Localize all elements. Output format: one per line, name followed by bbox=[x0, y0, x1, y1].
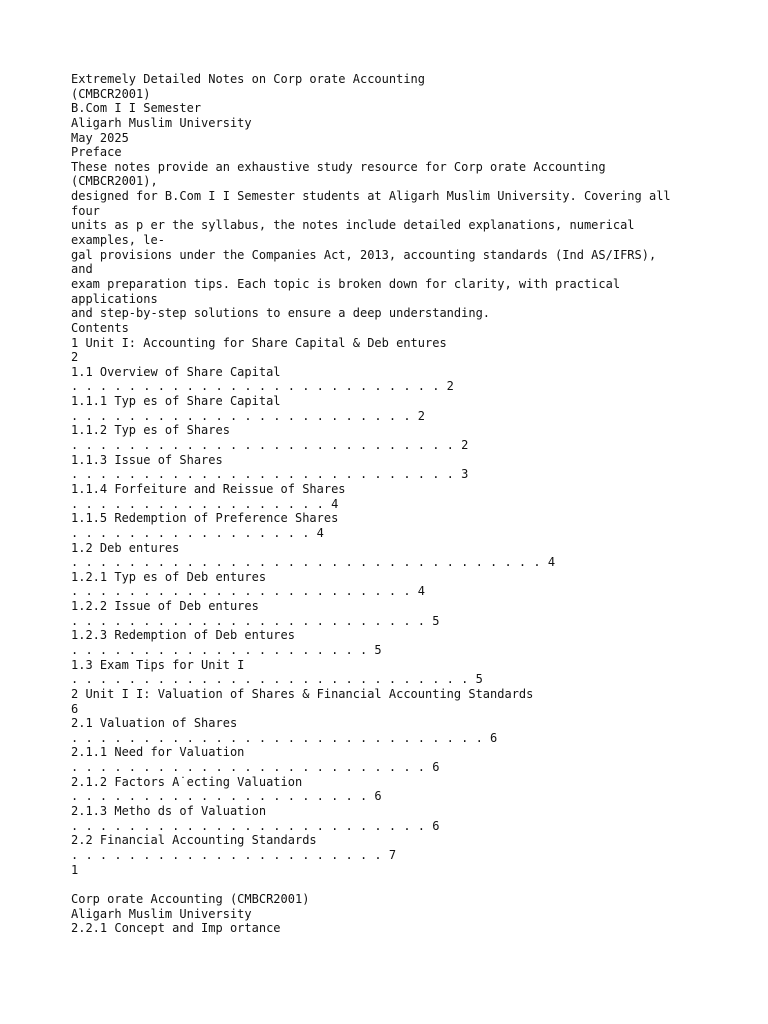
toc-entry-1-1-3[interactable]: 1.1.3 Issue of Shares bbox=[71, 452, 223, 467]
toc-entry-1-1-4[interactable]: 1.1.4 Forfeiture and Reissue of Shares bbox=[71, 481, 346, 496]
university-name: Aligarh Muslim University bbox=[71, 115, 252, 130]
document-date: May 2025 bbox=[71, 130, 129, 145]
preface-line: units as p er the syllabus, the notes include detailed explanations, numerical bbox=[71, 218, 635, 233]
toc-entry-2-1-3[interactable]: 2.1.3 Metho ds of Valuation bbox=[71, 804, 267, 819]
toc-leader[interactable]: . . . . . . . . . . . . . . . . . . . . . . . . 2 bbox=[71, 408, 426, 423]
toc-entry-2-1-2[interactable]: 2.1.2 Factors A˙ecting Valuation bbox=[71, 774, 303, 789]
preface-line: gal provisions under the Companies Act, 2013, accounting standards (Ind AS/IFRS), bbox=[71, 247, 657, 262]
toc-page-number[interactable]: 2 bbox=[71, 350, 79, 365]
toc-leader[interactable]: . . . . . . . . . . . . . . . . . . . . . . . . . 6 bbox=[71, 818, 440, 833]
toc-entry-1-1[interactable]: 1.1 Overview of Share Capital bbox=[71, 364, 281, 379]
toc-leader[interactable]: . . . . . . . . . . . . . . . . . . 4 bbox=[71, 496, 339, 511]
toc-leader[interactable]: . . . . . . . . . . . . . . . . . . . . . . . . . 6 bbox=[71, 760, 440, 775]
toc-leader[interactable]: . . . . . . . . . . . . . . . . . . . . . . . . . 5 bbox=[71, 613, 440, 628]
page-break bbox=[71, 877, 761, 892]
toc-leader[interactable]: . . . . . . . . . . . . . . . . . . . . . . . . . . . . . 6 bbox=[71, 730, 498, 745]
preface-line: and step-by-step solutions to ensure a deep understanding. bbox=[71, 306, 491, 321]
toc-leader[interactable]: . . . . . . . . . . . . . . . . . . . . . . . . . . . 2 bbox=[71, 438, 469, 453]
toc-leader[interactable]: . . . . . . . . . . . . . . . . . 4 bbox=[71, 525, 324, 540]
toc-entry-2-1[interactable]: 2.1 Valuation of Shares bbox=[71, 716, 238, 731]
toc-leader[interactable]: . . . . . . . . . . . . . . . . . . . . . . . . . . . 3 bbox=[71, 467, 469, 482]
document-title-block bbox=[71, 72, 761, 145]
preface-line: four bbox=[71, 203, 100, 218]
preface-line: These notes provide an exhaustive study resource for Corp orate Accounting bbox=[71, 159, 606, 174]
toc-entry-1-1-2[interactable]: 1.1.2 Typ es of Shares bbox=[71, 423, 230, 438]
program-semester: B.Com I I Semester bbox=[71, 101, 202, 116]
toc-leader[interactable]: . . . . . . . . . . . . . . . . . . . . . . . . 4 bbox=[71, 584, 426, 599]
toc-entry-2-2[interactable]: 2.2 Financial Accounting Standards bbox=[71, 833, 317, 848]
toc-entry-1-2[interactable]: 1.2 Deb entures bbox=[71, 540, 180, 555]
document-title: Extremely Detailed Notes on Corp orate Accounting bbox=[71, 72, 426, 86]
toc-leader[interactable]: . . . . . . . . . . . . . . . . . . . . . . . . . . 2 bbox=[71, 379, 454, 394]
toc-entry-1-2-1[interactable]: 1.2.1 Typ es of Deb entures bbox=[71, 569, 267, 584]
toc-entry-unit-2[interactable]: 2 Unit I I: Valuation of Shares & Financial Accounting Standards bbox=[71, 686, 534, 701]
toc-entry-1-1-5[interactable]: 1.1.5 Redemption of Preference Shares bbox=[71, 511, 339, 526]
preface-line: designed for B.Com I I Semester students at Aligarh Muslim University. Covering all bbox=[71, 189, 671, 204]
preface-line: (CMBCR2001), bbox=[71, 174, 158, 189]
running-header-university: Aligarh Muslim University bbox=[71, 906, 252, 921]
toc-leader[interactable]: . . . . . . . . . . . . . . . . . . . . . . . . . . . . 5 bbox=[71, 672, 483, 687]
toc-entry-1-3[interactable]: 1.3 Exam Tips for Unit I bbox=[71, 657, 245, 672]
toc-entry-1-1-1[interactable]: 1.1.1 Typ es of Share Capital bbox=[71, 394, 281, 409]
toc-page-number[interactable]: 6 bbox=[71, 701, 79, 716]
preface-line: examples, le- bbox=[71, 233, 165, 248]
toc-entry-unit-1[interactable]: 1 Unit I: Accounting for Share Capital & Deb entures bbox=[71, 335, 447, 350]
toc-leader[interactable]: . . . . . . . . . . . . . . . . . . . . . 6 bbox=[71, 789, 382, 804]
document-page bbox=[71, 72, 761, 936]
preface-line: applications bbox=[71, 291, 158, 306]
preface-line: exam preparation tips. Each topic is broken down for clarity, with practical bbox=[71, 276, 621, 291]
section-heading-2-2-1: 2.2.1 Concept and Imp ortance bbox=[71, 921, 281, 936]
toc-entry-1-2-3[interactable]: 1.2.3 Redemption of Deb entures bbox=[71, 628, 295, 643]
running-header bbox=[71, 892, 761, 921]
toc-leader[interactable]: . . . . . . . . . . . . . . . . . . . . . . 7 bbox=[71, 847, 397, 862]
toc-leader[interactable]: . . . . . . . . . . . . . . . . . . . . . . . . . . . . . . . . . 4 bbox=[71, 555, 556, 570]
toc-entry-1-2-2[interactable]: 1.2.2 Issue of Deb entures bbox=[71, 599, 259, 614]
page-number: 1 bbox=[71, 862, 79, 877]
table-of-contents bbox=[71, 321, 761, 863]
toc-leader[interactable]: . . . . . . . . . . . . . . . . . . . . . 5 bbox=[71, 642, 382, 657]
contents-heading: Contents bbox=[71, 320, 129, 335]
toc-entry-2-1-1[interactable]: 2.1.1 Need for Valuation bbox=[71, 745, 245, 760]
preface-heading: Preface bbox=[71, 145, 122, 160]
preface-section bbox=[71, 145, 761, 321]
running-header-course: Corp orate Accounting (CMBCR2001) bbox=[71, 891, 310, 906]
preface-line: and bbox=[71, 262, 93, 277]
course-code: (CMBCR2001) bbox=[71, 86, 151, 101]
